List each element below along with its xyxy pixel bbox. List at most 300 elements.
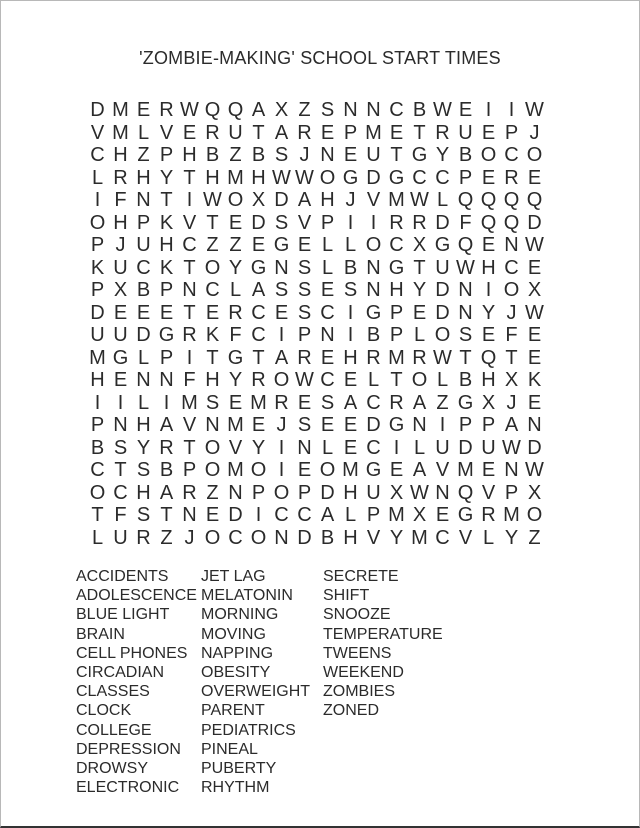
grid-letter: E bbox=[274, 301, 289, 324]
grid-letter: E bbox=[389, 459, 404, 481]
grid-letter: S bbox=[205, 391, 220, 414]
grid-letter: S bbox=[320, 391, 335, 414]
grid-letter: Z bbox=[206, 481, 219, 504]
grid-letter: N bbox=[435, 481, 450, 504]
word-list-item: ZONED bbox=[323, 702, 379, 720]
grid-letter: V bbox=[297, 211, 312, 234]
grid-letter: G bbox=[365, 459, 382, 481]
grid-letter: W bbox=[525, 301, 544, 324]
grid-letter: Q bbox=[480, 346, 497, 369]
grid-letter: V bbox=[481, 481, 496, 504]
grid-letter: H bbox=[251, 166, 266, 189]
grid-letter: W bbox=[203, 189, 222, 211]
grid-letter: E bbox=[412, 301, 427, 324]
grid-letter: U bbox=[366, 144, 381, 166]
grid-letter: P bbox=[504, 481, 519, 504]
grid-letter: G bbox=[457, 391, 474, 414]
grid-letter: G bbox=[388, 166, 405, 189]
grid-letter: S bbox=[136, 459, 151, 481]
grid-letter: R bbox=[205, 121, 220, 144]
grid-row bbox=[86, 144, 546, 167]
grid-letter: M bbox=[388, 189, 405, 211]
grid-letter: O bbox=[526, 144, 543, 166]
word-list-item: CELL PHONES bbox=[76, 644, 188, 662]
grid-letter: X bbox=[412, 504, 427, 526]
grid-letter: S bbox=[458, 324, 473, 346]
grid-letter: R bbox=[297, 121, 312, 144]
grid-letter: R bbox=[228, 301, 243, 324]
grid-letter: O bbox=[89, 211, 106, 234]
grid-letter: H bbox=[136, 414, 151, 436]
grid-letter: H bbox=[481, 369, 496, 391]
grid-letter: U bbox=[435, 436, 450, 459]
grid-letter: E bbox=[251, 234, 266, 256]
word-list-item: SECRETE bbox=[323, 568, 399, 585]
grid-letter: Q bbox=[503, 189, 520, 211]
grid-letter: W bbox=[410, 481, 429, 504]
grid-letter: P bbox=[90, 279, 105, 301]
grid-letter: T bbox=[206, 211, 219, 234]
grid-letter: M bbox=[89, 346, 106, 369]
grid-letter: M bbox=[388, 346, 405, 369]
grid-letter: W bbox=[295, 166, 314, 189]
grid-letter: E bbox=[527, 256, 542, 279]
grid-letter: S bbox=[320, 99, 335, 121]
grid-letter: H bbox=[205, 166, 220, 189]
grid-letter: Z bbox=[160, 526, 173, 549]
grid-letter: R bbox=[251, 369, 266, 391]
grid-letter: R bbox=[412, 346, 427, 369]
grid-letter: I bbox=[508, 99, 515, 121]
word-list-item: MELATONIN bbox=[201, 587, 293, 605]
grid-letter: O bbox=[250, 459, 267, 481]
grid-letter: J bbox=[276, 414, 287, 436]
grid-row bbox=[86, 122, 546, 145]
grid-letter: N bbox=[182, 504, 197, 526]
grid-letter: B bbox=[343, 256, 358, 279]
grid-letter: E bbox=[136, 301, 151, 324]
grid-letter: T bbox=[160, 504, 173, 526]
word-list-item: SHIFT bbox=[323, 587, 370, 605]
grid-letter: I bbox=[163, 391, 170, 414]
grid-letter: H bbox=[136, 166, 151, 189]
grid-letter: K bbox=[159, 256, 174, 279]
grid-letter: D bbox=[320, 481, 335, 504]
grid-letter: B bbox=[205, 144, 220, 166]
grid-letter: V bbox=[366, 526, 381, 549]
grid-letter: E bbox=[136, 99, 151, 121]
grid-letter: D bbox=[527, 436, 542, 459]
grid-letter: N bbox=[228, 481, 243, 504]
grid-letter: C bbox=[90, 144, 105, 166]
grid-letter: I bbox=[439, 414, 446, 436]
grid-letter: G bbox=[227, 346, 244, 369]
grid-letter: O bbox=[411, 369, 428, 391]
grid-letter: Q bbox=[526, 189, 543, 211]
grid-letter: R bbox=[182, 324, 197, 346]
grid-letter: E bbox=[481, 166, 496, 189]
grid-row bbox=[86, 99, 546, 122]
grid-letter: T bbox=[459, 346, 472, 369]
grid-letter: P bbox=[389, 324, 404, 346]
grid-letter: C bbox=[412, 166, 427, 189]
grid-letter: E bbox=[481, 234, 496, 256]
grid-letter: V bbox=[435, 459, 450, 481]
grid-row bbox=[86, 369, 546, 392]
grid-letter: U bbox=[458, 121, 473, 144]
grid-letter: J bbox=[299, 144, 310, 166]
grid-letter: N bbox=[366, 279, 381, 301]
grid-letter: S bbox=[274, 144, 289, 166]
grid-letter: T bbox=[183, 166, 196, 189]
grid-letter: E bbox=[435, 504, 450, 526]
grid-letter: A bbox=[251, 99, 266, 121]
grid-letter: P bbox=[159, 346, 174, 369]
grid-letter: N bbox=[366, 99, 381, 121]
grid-letter: D bbox=[458, 436, 473, 459]
grid-letter: U bbox=[435, 256, 450, 279]
word-list-item: PARENT bbox=[201, 702, 265, 720]
grid-letter: Q bbox=[503, 211, 520, 234]
grid-letter: B bbox=[458, 369, 473, 391]
grid-letter: T bbox=[160, 189, 173, 211]
grid-letter: N bbox=[182, 279, 197, 301]
grid-letter: I bbox=[485, 279, 492, 301]
word-list-item: CLASSES bbox=[76, 683, 150, 701]
grid-letter: X bbox=[481, 391, 496, 414]
grid-letter: R bbox=[435, 121, 450, 144]
grid-letter: S bbox=[343, 279, 358, 301]
grid-letter: R bbox=[274, 391, 289, 414]
word-list-item: TWEENS bbox=[323, 644, 392, 662]
grid-letter: J bbox=[345, 189, 356, 211]
word-list-column-1 bbox=[76, 567, 197, 797]
grid-letter: E bbox=[320, 121, 335, 144]
grid-letter: N bbox=[136, 369, 151, 391]
grid-letter: L bbox=[321, 234, 334, 256]
grid-letter: O bbox=[89, 481, 106, 504]
grid-letter: M bbox=[227, 166, 244, 189]
grid-letter: X bbox=[251, 189, 266, 211]
grid-row bbox=[86, 167, 546, 190]
grid-letter: L bbox=[367, 369, 380, 391]
grid-letter: D bbox=[435, 211, 450, 234]
grid-letter: O bbox=[365, 234, 382, 256]
grid-letter: O bbox=[204, 459, 221, 481]
grid-letter: C bbox=[251, 324, 266, 346]
grid-letter: X bbox=[504, 369, 519, 391]
grid-letter: L bbox=[436, 189, 449, 211]
grid-letter: F bbox=[459, 211, 472, 234]
grid-letter: G bbox=[112, 346, 129, 369]
grid-letter: E bbox=[320, 279, 335, 301]
word-list-item: ADOLESCENCE bbox=[76, 587, 197, 605]
grid-letter: I bbox=[278, 459, 285, 481]
grid-letter: E bbox=[251, 414, 266, 436]
grid-letter: N bbox=[297, 436, 312, 459]
grid-letter: E bbox=[182, 121, 197, 144]
grid-letter: U bbox=[481, 436, 496, 459]
grid-letter: D bbox=[90, 99, 105, 121]
grid-letter: H bbox=[320, 189, 335, 211]
word-list-item: PEDIATRICS bbox=[201, 721, 296, 739]
word-list-item: NAPPING bbox=[201, 644, 274, 662]
grid-letter: E bbox=[343, 144, 358, 166]
grid-row bbox=[86, 437, 546, 460]
grid-letter: M bbox=[342, 459, 359, 481]
grid-letter: Z bbox=[137, 144, 150, 166]
grid-letter: C bbox=[136, 256, 151, 279]
grid-letter: V bbox=[182, 211, 197, 234]
grid-letter: X bbox=[527, 481, 542, 504]
grid-letter: P bbox=[366, 504, 381, 526]
grid-letter: A bbox=[504, 414, 519, 436]
grid-letter: N bbox=[366, 256, 381, 279]
grid-letter: R bbox=[113, 166, 128, 189]
word-list-item: RHYTHM bbox=[201, 779, 270, 797]
grid-letter: T bbox=[390, 369, 403, 391]
grid-letter: H bbox=[481, 256, 496, 279]
grid-letter: S bbox=[297, 256, 312, 279]
grid-letter: P bbox=[159, 144, 174, 166]
grid-letter: E bbox=[481, 459, 496, 481]
word-list-column-2 bbox=[201, 567, 310, 797]
grid-letter: O bbox=[319, 459, 336, 481]
grid-letter: G bbox=[250, 256, 267, 279]
grid-letter: U bbox=[136, 234, 151, 256]
word-list-item: COLLEGE bbox=[76, 721, 152, 739]
grid-letter: A bbox=[320, 504, 335, 526]
grid-letter: R bbox=[159, 99, 174, 121]
grid-letter: E bbox=[228, 211, 243, 234]
grid-row bbox=[86, 527, 546, 550]
grid-letter: B bbox=[90, 436, 105, 459]
grid-letter: T bbox=[183, 436, 196, 459]
grid-letter: H bbox=[343, 481, 358, 504]
grid-letter: L bbox=[91, 526, 104, 549]
grid-letter: R bbox=[366, 346, 381, 369]
grid-letter: Y bbox=[435, 144, 450, 166]
grid-letter: W bbox=[180, 99, 199, 121]
grid-row bbox=[86, 189, 546, 212]
word-list-item: CIRCADIAN bbox=[76, 663, 165, 681]
grid-letter: C bbox=[182, 234, 197, 256]
grid-row bbox=[86, 234, 546, 257]
grid-letter: A bbox=[274, 121, 289, 144]
grid-letter: V bbox=[458, 526, 473, 549]
grid-letter: M bbox=[457, 459, 474, 481]
grid-letter: H bbox=[389, 279, 404, 301]
grid-letter: W bbox=[525, 99, 544, 121]
grid-letter: H bbox=[343, 346, 358, 369]
grid-letter: K bbox=[90, 256, 105, 279]
grid-letter: B bbox=[458, 144, 473, 166]
grid-letter: I bbox=[186, 189, 193, 211]
grid-letter: Q bbox=[457, 481, 474, 504]
grid-letter: D bbox=[366, 414, 381, 436]
grid-letter: M bbox=[411, 526, 428, 549]
grid-letter: R bbox=[481, 504, 496, 526]
word-list-item: BLUE LIGHT bbox=[76, 606, 170, 624]
grid-letter: M bbox=[250, 391, 267, 414]
grid-letter: T bbox=[183, 256, 196, 279]
grid-letter: P bbox=[481, 414, 496, 436]
grid-letter: I bbox=[370, 211, 377, 234]
grid-letter: D bbox=[297, 526, 312, 549]
grid-letter: P bbox=[297, 481, 312, 504]
grid-letter: W bbox=[433, 99, 452, 121]
grid-letter: F bbox=[114, 189, 127, 211]
grid-letter: P bbox=[182, 459, 197, 481]
grid-letter: H bbox=[182, 144, 197, 166]
grid-letter: A bbox=[159, 481, 174, 504]
grid-letter: Z bbox=[229, 144, 242, 166]
grid-letter: B bbox=[251, 144, 266, 166]
grid-letter: Z bbox=[528, 526, 541, 549]
grid-letter: Y bbox=[159, 166, 174, 189]
grid-letter: V bbox=[159, 121, 174, 144]
grid-letter: P bbox=[136, 211, 151, 234]
grid-letter: E bbox=[297, 234, 312, 256]
grid-letter: K bbox=[527, 369, 542, 391]
grid-letter: O bbox=[434, 324, 451, 346]
grid-letter: F bbox=[229, 324, 242, 346]
grid-letter: N bbox=[412, 414, 427, 436]
grid-letter: I bbox=[347, 211, 354, 234]
grid-letter: Y bbox=[504, 526, 519, 549]
grid-letter: L bbox=[137, 121, 150, 144]
grid-letter: G bbox=[342, 166, 359, 189]
grid-letter: T bbox=[505, 346, 518, 369]
grid-letter: N bbox=[504, 234, 519, 256]
grid-letter: E bbox=[527, 166, 542, 189]
grid-letter: Q bbox=[227, 99, 244, 121]
grid-letter: R bbox=[504, 166, 519, 189]
grid-letter: K bbox=[159, 211, 174, 234]
grid-letter: P bbox=[90, 414, 105, 436]
grid-letter: O bbox=[204, 436, 221, 459]
grid-letter: U bbox=[113, 324, 128, 346]
grid-letter: P bbox=[297, 324, 312, 346]
grid-letter: L bbox=[482, 526, 495, 549]
grid-letter: L bbox=[137, 346, 150, 369]
grid-letter: O bbox=[204, 526, 221, 549]
grid-letter: T bbox=[91, 504, 104, 526]
grid-letter: M bbox=[112, 99, 129, 121]
grid-letter: R bbox=[136, 526, 151, 549]
grid-letter: C bbox=[297, 504, 312, 526]
grid-letter: W bbox=[433, 346, 452, 369]
grid-letter: L bbox=[91, 166, 104, 189]
grid-letter: M bbox=[112, 121, 129, 144]
word-list-item: ZOMBIES bbox=[323, 683, 396, 701]
grid-letter: X bbox=[389, 481, 404, 504]
grid-row bbox=[86, 324, 546, 347]
grid-letter: H bbox=[90, 369, 105, 391]
grid-letter: T bbox=[252, 121, 265, 144]
grid-letter: N bbox=[343, 99, 358, 121]
grid-letter: W bbox=[456, 256, 475, 279]
grid-letter: B bbox=[366, 324, 381, 346]
grid-letter: G bbox=[388, 414, 405, 436]
grid-letter: H bbox=[159, 234, 174, 256]
grid-letter: U bbox=[366, 481, 381, 504]
grid-letter: A bbox=[412, 459, 427, 481]
word-list-item: JET LAG bbox=[201, 568, 266, 585]
grid-letter: L bbox=[413, 436, 426, 459]
grid-letter: J bbox=[506, 391, 517, 414]
grid-letter: E bbox=[113, 369, 128, 391]
grid-letter: T bbox=[206, 346, 219, 369]
grid-letter: X bbox=[113, 279, 128, 301]
word-list-item: ACCIDENTS bbox=[76, 568, 169, 585]
grid-letter: H bbox=[136, 481, 151, 504]
grid-letter: I bbox=[94, 189, 101, 211]
grid-letter: N bbox=[527, 414, 542, 436]
grid-letter: R bbox=[412, 211, 427, 234]
grid-letter: X bbox=[412, 234, 427, 256]
grid-letter: N bbox=[504, 459, 519, 481]
grid-letter: G bbox=[388, 256, 405, 279]
grid-letter: N bbox=[274, 256, 289, 279]
grid-letter: X bbox=[527, 279, 542, 301]
grid-letter: M bbox=[388, 504, 405, 526]
word-list bbox=[1, 567, 639, 799]
grid-letter: R bbox=[389, 211, 404, 234]
grid-row bbox=[86, 347, 546, 370]
word-list-item: PINEAL bbox=[201, 740, 258, 758]
grid-letter: A bbox=[412, 391, 427, 414]
grid-letter: F bbox=[183, 369, 196, 391]
grid-letter: T bbox=[413, 121, 426, 144]
grid-letter: V bbox=[90, 121, 105, 144]
grid-letter: P bbox=[504, 121, 519, 144]
grid-letter: O bbox=[273, 369, 290, 391]
word-list-item: MOVING bbox=[201, 625, 266, 643]
grid-letter: S bbox=[274, 279, 289, 301]
grid-letter: I bbox=[117, 391, 124, 414]
grid-letter: E bbox=[527, 346, 542, 369]
grid-letter: D bbox=[435, 301, 450, 324]
grid-letter: C bbox=[228, 526, 243, 549]
grid-letter: A bbox=[251, 279, 266, 301]
grid-letter: G bbox=[273, 234, 290, 256]
grid-letter: N bbox=[159, 369, 174, 391]
grid-letter: T bbox=[252, 346, 265, 369]
grid-letter: T bbox=[114, 459, 127, 481]
grid-row bbox=[86, 459, 546, 482]
grid-letter: Y bbox=[228, 369, 243, 391]
grid-letter: E bbox=[481, 121, 496, 144]
grid-letter: Z bbox=[206, 234, 219, 256]
grid-letter: E bbox=[527, 391, 542, 414]
grid-letter: O bbox=[250, 526, 267, 549]
grid-letter: R bbox=[182, 481, 197, 504]
grid-letter: U bbox=[90, 324, 105, 346]
grid-letter: E bbox=[527, 324, 542, 346]
grid-letter: M bbox=[227, 459, 244, 481]
grid-letter: O bbox=[319, 166, 336, 189]
grid-letter: W bbox=[525, 234, 544, 256]
grid-letter: N bbox=[205, 414, 220, 436]
grid-letter: I bbox=[94, 391, 101, 414]
word-list-item: MORNING bbox=[201, 606, 279, 624]
grid-letter: T bbox=[183, 301, 196, 324]
grid-letter: I bbox=[186, 346, 193, 369]
grid-letter: U bbox=[113, 256, 128, 279]
grid-letter: R bbox=[389, 391, 404, 414]
grid-letter: Y bbox=[389, 526, 404, 549]
